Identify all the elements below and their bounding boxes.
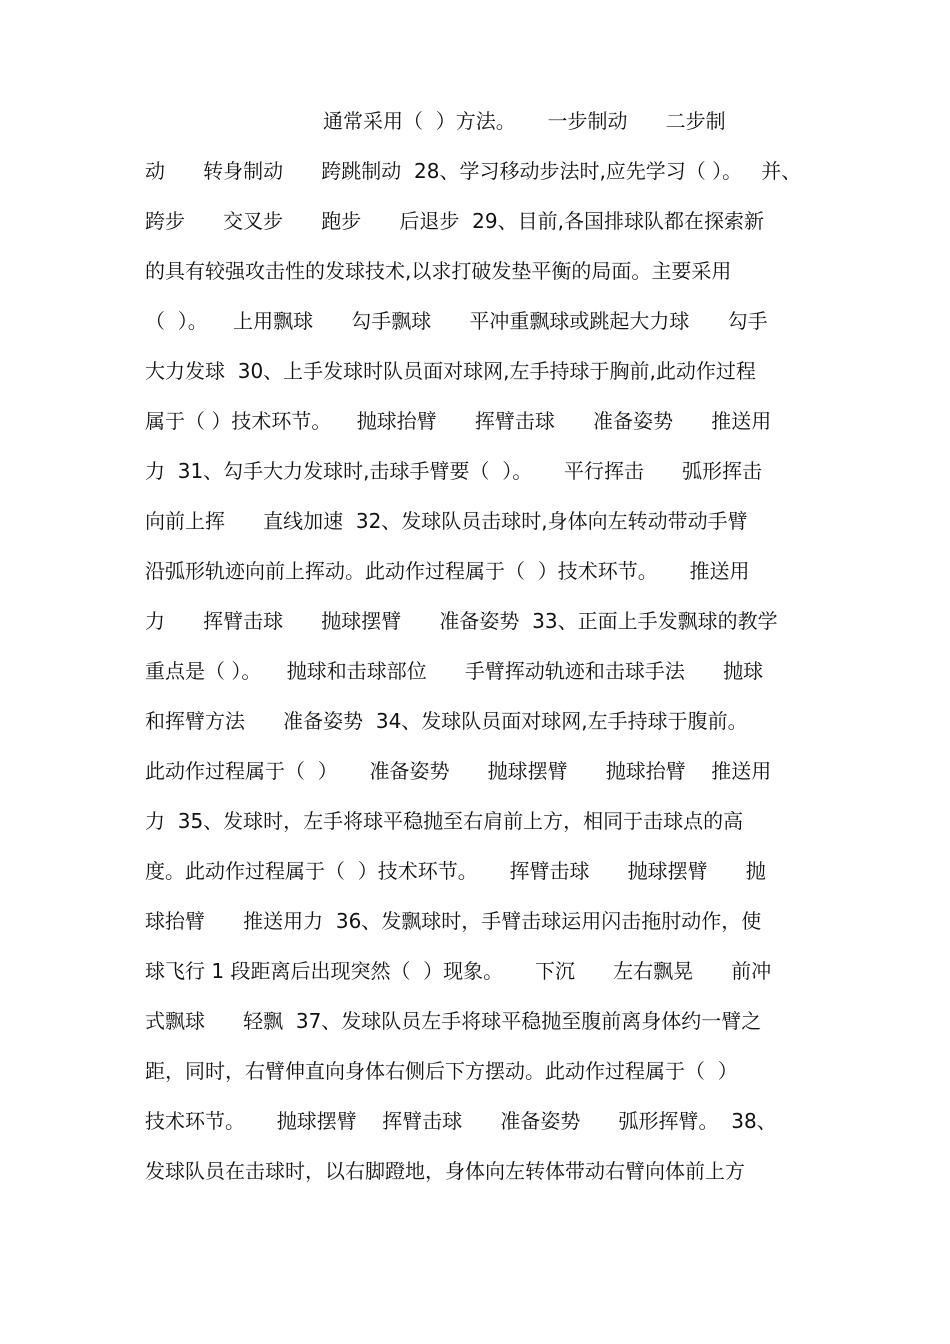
body-text	[145, 103, 835, 1203]
text-line: 向前上挥 直线加速 32、发球队员击球时,身体向左转动带动手臂	[145, 509, 748, 533]
text-line: 大力发球 30、上手发球时队员面对球网,左手持球于胸前,此动作过程	[145, 359, 756, 383]
text-line: 度。此动作过程属于（ ）技术环节。 挥臂击球 抛球摆臂 抛	[145, 859, 766, 883]
text-line: 发球队员在击球时，以右脚蹬地，身体向左转体带动右臂向体前上方	[145, 1159, 745, 1183]
text-line: 沿弧形轨迹向前上挥动。此动作过程属于（ ）技术环节。 推送用	[145, 559, 750, 583]
text-line: 动 转身制动 跨跳制动 28、学习移动步法时,应先学习（ ）。 并、	[145, 159, 802, 183]
text-line: 力 挥臂击球 抛球摆臂 准备姿势 33、正面上手发飘球的教学	[145, 609, 778, 633]
text-line: 球飞行 1 段距离后出现突然（ ）现象。 下沉 左右飘晃 前冲	[145, 959, 772, 983]
text-line: 距，同时，右臂伸直向身体右侧后下方摆动。此动作过程属于（ ）	[145, 1059, 738, 1083]
text-line: 力 31、勾手大力发球时,击球手臂要（ ）。 平行挥击 弧形挥击	[145, 459, 763, 483]
text-line: 式飘球 轻飘 37、发球队员左手将球平稳抛至腹前离身体约一臂之	[145, 1009, 762, 1033]
text-line: 此动作过程属于（ ） 准备姿势 抛球摆臂 抛球抬臂 推送用	[145, 759, 772, 783]
text-line: （ ）。 上用飘球 勾手飘球 平冲重飘球或跳起大力球 勾手	[145, 309, 768, 333]
text-line: 重点是（ ）。 抛球和击球部位 手臂挥动轨迹和击球手法 抛球	[145, 659, 764, 683]
text-line: 技术环节。 抛球摆臂 挥臂击球 准备姿势 弧形挥臂。 38、	[145, 1109, 777, 1133]
text-line: 跨步 交叉步 跑步 后退步 29、目前,各国排球队都在探索新	[145, 209, 764, 233]
text-line: 通常采用（ ）方法。 一步制动 二步制	[145, 109, 726, 133]
text-line: 的具有较强攻击性的发球技术,以求打破发垫平衡的局面。主要采用	[145, 259, 732, 283]
text-line: 力 35、发球时，左手将球平稳抛至右肩前上方，相同于击球点的高	[145, 809, 744, 833]
text-line: 属于（ ）技术环节。 抛球抬臂 挥臂击球 准备姿势 推送用	[145, 409, 772, 433]
text-line: 球抬臂 推送用力 36、发飘球时，手臂击球运用闪击拖肘动作，使	[145, 909, 762, 933]
text-line: 和挥臂方法 准备姿势 34、发球队员面对球网,左手持球于腹前。	[145, 709, 748, 733]
